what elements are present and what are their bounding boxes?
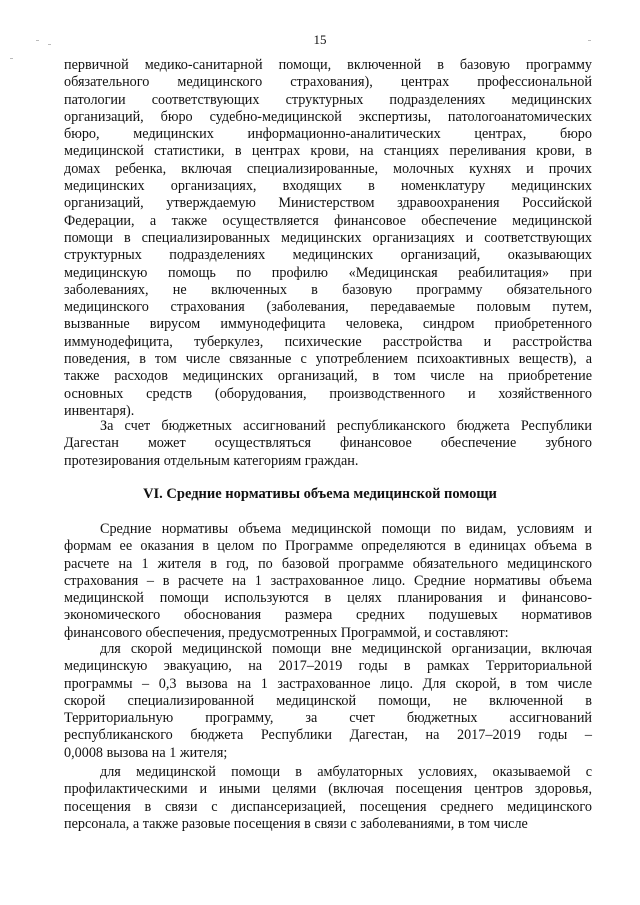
text-line: профилактическими и иными целями (включая посещения центров здоровья, bbox=[64, 781, 592, 798]
paragraph-norms-intro bbox=[64, 521, 592, 642]
text-line: медицинской помощи используются в целях планирования и финансово- bbox=[64, 590, 592, 607]
text-line: Средние нормативы объема медицинской помощи по видам, условиям и bbox=[100, 521, 592, 537]
text-line: 0,0008 вызова на 1 жителя; bbox=[64, 744, 228, 761]
text-line: посещения в связи с диспансеризацией, посещения среднего медицинского bbox=[64, 798, 592, 815]
text-line: медицинскую помощь по профилю «Медицинская реабилитация» при bbox=[64, 264, 592, 281]
text-line: инвентаря). bbox=[64, 402, 135, 419]
paragraph-outpatient-care bbox=[64, 764, 592, 833]
section-heading: VI. Средние нормативы объема медицинской помощи bbox=[143, 486, 497, 502]
text-line: для скорой медицинской помощи вне медицинской организации, включая bbox=[100, 641, 592, 657]
scan-speck bbox=[48, 44, 51, 45]
text-line: экономического обоснования размера средних подушевых нормативов bbox=[64, 607, 592, 624]
text-line: первичной медико-санитарной помощи, включенной в базовую программу bbox=[64, 57, 592, 73]
text-line: организаций, бюро судебно-медицинской экспертизы, патологоанатомических bbox=[64, 108, 592, 125]
text-line: расчете на 1 жителя в год, по базовой программе обязательного медицинского bbox=[64, 555, 592, 572]
text-line: медицинскую эвакуацию, на 2017–2019 годы в рамках Территориальной bbox=[64, 658, 592, 675]
text-line: республиканского бюджета Республики Дагестан, на 2017–2019 годы – bbox=[64, 727, 592, 744]
text-line: организаций, утверждаемую Министерством здравоохранения Российской bbox=[64, 195, 592, 212]
scan-speck bbox=[36, 40, 39, 41]
text-line: также расходов медицинских организаций, в том числе на приобретение bbox=[64, 368, 592, 385]
text-line: Территориальную программу, за счет бюджетных ассигнований bbox=[64, 710, 592, 727]
text-line: основных средств (оборудования, производственного и хозяйственного bbox=[64, 385, 592, 402]
paragraph-emergency-care bbox=[64, 641, 592, 762]
text-line: для медицинской помощи в амбулаторных условиях, оказываемой с bbox=[100, 764, 592, 780]
text-line: медицинской статистики, в центрах крови, на станциях переливания крови, в bbox=[64, 143, 592, 160]
text-line: патологии соответствующих структурных подразделениях медицинских bbox=[64, 91, 592, 108]
text-line: программы – 0,3 вызова на 1 застрахованное лицо. Для скорой, в том числе bbox=[64, 675, 592, 692]
text-line: заболеваниях, не включенных в базовую программу обязательного bbox=[64, 281, 592, 298]
text-line: поведения, в том числе связанные с употреблением психоактивных веществ), а bbox=[64, 351, 592, 368]
text-line: формам ее оказания в целом по Программе определяются в единицах объема в bbox=[64, 538, 592, 555]
paragraph-continuation bbox=[64, 57, 592, 420]
text-line: медицинских организациях, входящих в номенклатуру медицинских bbox=[64, 178, 592, 195]
text-line: финансового обеспечения, предусмотренных Программой, и составляют: bbox=[64, 624, 509, 641]
text-line: персонала, а также разовые посещения в связи с заболеваниями, в том числе bbox=[64, 815, 528, 832]
text-line: помощи в специализированных медицинских организациях и соответствующих bbox=[64, 229, 592, 246]
scan-speck bbox=[588, 40, 591, 41]
text-line: Дагестан может осуществляться финансовое обеспечение зубного bbox=[64, 435, 592, 452]
text-line: За счет бюджетных ассигнований республиканского бюджета Республики bbox=[100, 418, 592, 434]
text-line: бюро, медицинских информационно-аналитических центрах, бюро bbox=[64, 126, 592, 143]
text-line: протезирования отдельным категориям граждан. bbox=[64, 452, 359, 469]
text-line: Федерации, а также осуществляется финансовое обеспечение медицинской bbox=[64, 212, 592, 229]
text-line: страхования – в расчете на 1 застрахованное лицо. Средние нормативы объема bbox=[64, 572, 592, 589]
text-line: обязательного медицинского страхования), центрах профессиональной bbox=[64, 74, 592, 91]
text-line: скорой специализированной медицинской помощи, не включенной в bbox=[64, 692, 592, 709]
page-number: 15 bbox=[313, 32, 327, 47]
text-line: вызванные вирусом иммунодефицита человека, синдром приобретенного bbox=[64, 316, 592, 333]
text-line: структурных подразделениях медицинских организаций, оказывающих bbox=[64, 247, 592, 264]
paragraph-dental-prosthetics bbox=[64, 418, 592, 470]
text-line: домах ребенка, включая специализированные, молочных кухнях и прочих bbox=[64, 160, 592, 177]
scan-speck bbox=[10, 58, 13, 59]
text-line: иммунодефицита, туберкулез, психические расстройства и расстройства bbox=[64, 333, 592, 350]
text-line: медицинского страхования (заболевания, передаваемые половым путем, bbox=[64, 299, 592, 316]
